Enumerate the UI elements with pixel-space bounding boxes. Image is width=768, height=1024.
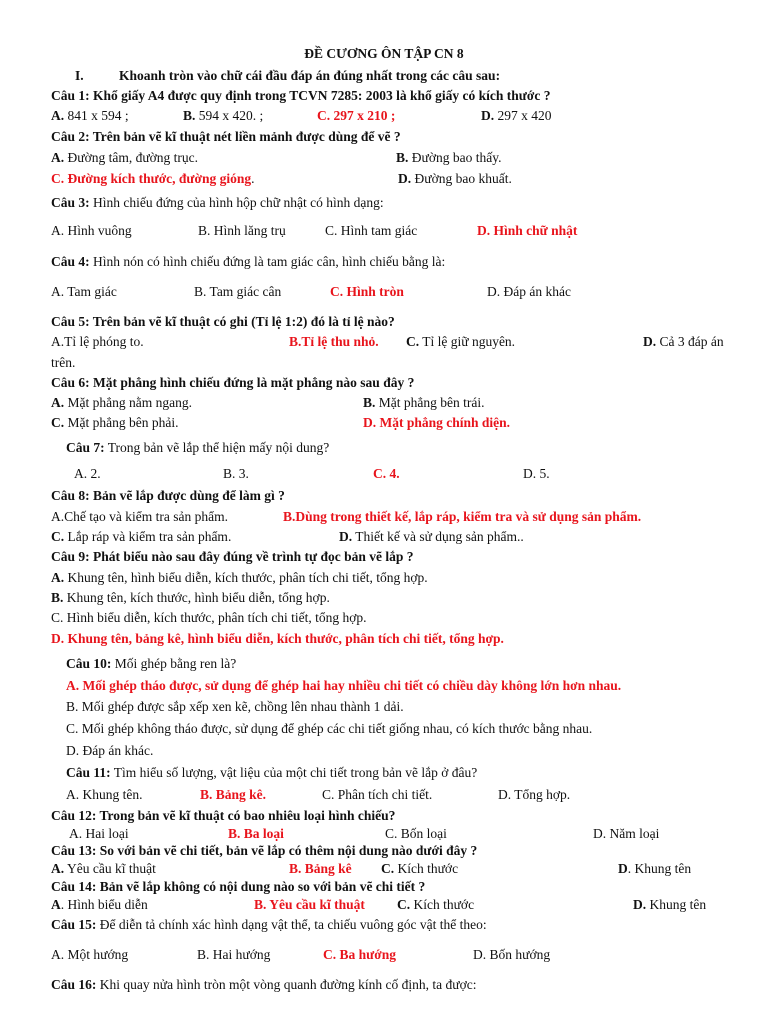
q13-option-d: D. Khung tên <box>618 861 692 876</box>
q5-option-a: A.Tỉ lệ phóng to. <box>51 334 144 349</box>
q1-option-c-answer: C. 297 x 210 ; <box>317 108 396 123</box>
q9-option-c: C. Hình biểu diễn, kích thước, phân tích chi tiết, tổng hợp. <box>51 610 367 625</box>
question-3: Câu 3: Hình chiếu đứng của hình hộp chữ nhật có hình dạng: <box>51 195 384 210</box>
q15-option-c-answer: C. Ba hướng <box>323 947 396 962</box>
question-16: Câu 16: Khi quay nửa hình tròn một vòng quanh đường kính cố định, ta được: <box>51 977 477 992</box>
q1-option-d: D. 297 x 420 <box>481 108 552 123</box>
question-15: Câu 15: Để diễn tả chính xác hình dạng vật thể, ta chiếu vuông góc vật thể theo: <box>51 917 487 932</box>
q11-option-c: C. Phân tích chi tiết. <box>322 787 433 802</box>
question-2: Câu 2: Trên bản vẽ kĩ thuật nét liền mảnh được dùng để vẽ ? <box>51 129 401 144</box>
q1-option-b: B. 594 x 420. ; <box>183 108 264 123</box>
q5-option-c: C. Tỉ lệ giữ nguyên. <box>406 334 516 349</box>
q9-option-b: B. Khung tên, kích thước, hình biểu diễn, tổng hợp. <box>51 590 330 605</box>
q2-option-d: D. Đường bao khuất. <box>398 171 512 186</box>
q8-option-c: C. Lắp ráp và kiểm tra sản phẩm. <box>51 529 232 544</box>
q7-option-b: B. 3. <box>223 466 249 481</box>
q3-option-a: A. Hình vuông <box>51 223 132 238</box>
question-7: Câu 7: Trong bản vẽ lắp thể hiện mấy nội dung? <box>66 440 330 455</box>
q11-option-b-answer: B. Bảng kê. <box>200 787 267 802</box>
q11-option-a: A. Khung tên. <box>66 787 143 802</box>
q9-option-a: A. Khung tên, hình biểu diễn, kích thước, phân tích chi tiết, tổng hợp. <box>51 570 428 585</box>
q7-option-c-answer: C. 4. <box>373 466 400 481</box>
question-9: Câu 9: Phát biểu nào sau đây đúng về trình tự đọc bản vẽ lắp ? <box>51 549 414 564</box>
question-13: Câu 13: So với bản vẽ chi tiết, bản vẽ lắp có thêm nội dung nào dưới đây ? <box>51 843 478 858</box>
q1-option-a: A. 841 x 594 ; <box>51 108 129 123</box>
q6-option-c: C. Mặt phẳng bên phải. <box>51 415 179 430</box>
q4-option-d: D. Đáp án khác <box>487 284 571 299</box>
section-number: I. <box>75 68 84 83</box>
q3-option-b: B. Hình lăng trụ <box>198 223 286 238</box>
question-6: Câu 6: Mặt phẳng hình chiếu đứng là mặt phẳng nào sau đây ? <box>51 375 415 390</box>
q10-option-a-answer: A. Mối ghép tháo được, sử dụng để ghép hai hay nhiều chi tiết có chiều dày không lớn hơn nhau. <box>66 678 622 693</box>
q15-option-d: D. Bốn hướng <box>473 947 551 962</box>
question-4: Câu 4: Hình nón có hình chiếu đứng là tam giác cân, hình chiếu bằng là: <box>51 254 446 269</box>
q2-option-a: A. Đường tâm, đường trục. <box>51 150 199 165</box>
question-12: Câu 12: Trong bản vẽ kĩ thuật có bao nhiêu loại hình chiếu? <box>51 808 396 823</box>
q4-option-a: A. Tam giác <box>51 284 117 299</box>
q15-option-a: A. Một hướng <box>51 947 129 962</box>
page-title: ĐỀ CƯƠNG ÔN TẬP CN 8 <box>304 46 464 61</box>
section-heading: Khoanh tròn vào chữ cái đầu đáp án đúng nhất trong các câu sau: <box>119 68 501 83</box>
q10-option-b: B. Mối ghép được sắp xếp xen kẽ, chồng lên nhau thành 1 dải. <box>66 699 404 714</box>
q2-option-c-answer: C. Đường kích thước, đường gióng. <box>51 171 255 186</box>
q2-option-b: B. Đường bao thấy. <box>396 150 502 165</box>
q5-option-d: D. Cả 3 đáp án <box>643 334 724 349</box>
q5-option-d-continued: trên. <box>51 355 76 370</box>
q12-option-b-answer: B. Ba loại <box>228 826 284 841</box>
q3-option-d-answer: D. Hình chữ nhật <box>477 223 578 238</box>
q8-option-b-answer: B.Dùng trong thiết kế, lắp ráp, kiểm tra và sử dụng sản phẩm. <box>283 509 642 524</box>
q4-option-b: B. Tam giác cân <box>194 284 282 299</box>
question-8: Câu 8: Bản vẽ lắp được dùng để làm gì ? <box>51 488 285 503</box>
q11-option-d: D. Tổng hợp. <box>498 787 571 802</box>
q8-option-d: D. Thiết kế và sử dụng sản phẩm.. <box>339 529 524 544</box>
question-11: Câu 11: Tìm hiểu số lượng, vật liệu của một chi tiết trong bản vẽ lắp ở đâu? <box>66 765 478 780</box>
q10-option-c: C. Mối ghép không tháo được, sử dụng để ghép các chi tiết giống nhau, có kích thước bằng nhau. <box>66 721 593 736</box>
q7-option-d: D. 5. <box>523 466 550 481</box>
q3-option-c: C. Hình tam giác <box>325 223 418 238</box>
q14-option-b-answer: B. Yêu cầu kĩ thuật <box>254 897 365 912</box>
question-10: Câu 10: Mối ghép bằng ren là? <box>66 656 237 671</box>
q12-option-d: D. Năm loại <box>593 826 660 841</box>
q13-option-a: A. Yêu cầu kĩ thuật <box>51 861 156 876</box>
q7-option-a: A. 2. <box>74 466 101 481</box>
q14-option-d: D. Khung tên <box>633 897 707 912</box>
q6-option-b: B. Mặt phẳng bên trái. <box>363 395 485 410</box>
q8-option-a: A.Chế tạo và kiểm tra sản phẩm. <box>51 509 228 524</box>
q14-option-c: C. Kích thước <box>397 897 475 912</box>
question-5: Câu 5: Trên bản vẽ kĩ thuật có ghi (Tỉ lệ 1:2) đó là tỉ lệ nào? <box>51 314 395 329</box>
q13-option-c: C. Kích thước <box>381 861 459 876</box>
q12-option-a: A. Hai loại <box>69 826 129 841</box>
q10-option-d: D. Đáp án khác. <box>66 743 154 758</box>
q4-option-c-answer: C. Hình tròn <box>330 284 404 299</box>
question-14: Câu 14: Bản vẽ lắp không có nội dung nào so với bản vẽ chi tiết ? <box>51 879 426 894</box>
q6-option-a: A. Mặt phẳng nằm ngang. <box>51 395 192 410</box>
q6-option-d-answer: D. Mặt phẳng chính diện. <box>363 415 511 430</box>
q5-option-b-answer: B.Tỉ lệ thu nhỏ. <box>289 334 379 349</box>
q13-option-b-answer: B. Bảng kê <box>289 861 352 876</box>
q9-option-d-answer: D. Khung tên, bảng kê, hình biểu diễn, kích thước, phân tích chi tiết, tổng hợp. <box>51 631 504 646</box>
question-1: Câu 1: Khổ giấy A4 được quy định trong TCVN 7285: 2003 là khổ giấy có kích thước ? <box>51 88 551 103</box>
q15-option-b: B. Hai hướng <box>197 947 271 962</box>
q12-option-c: C. Bốn loại <box>385 826 447 841</box>
q14-option-a: A. Hình biểu diễn <box>51 897 148 912</box>
